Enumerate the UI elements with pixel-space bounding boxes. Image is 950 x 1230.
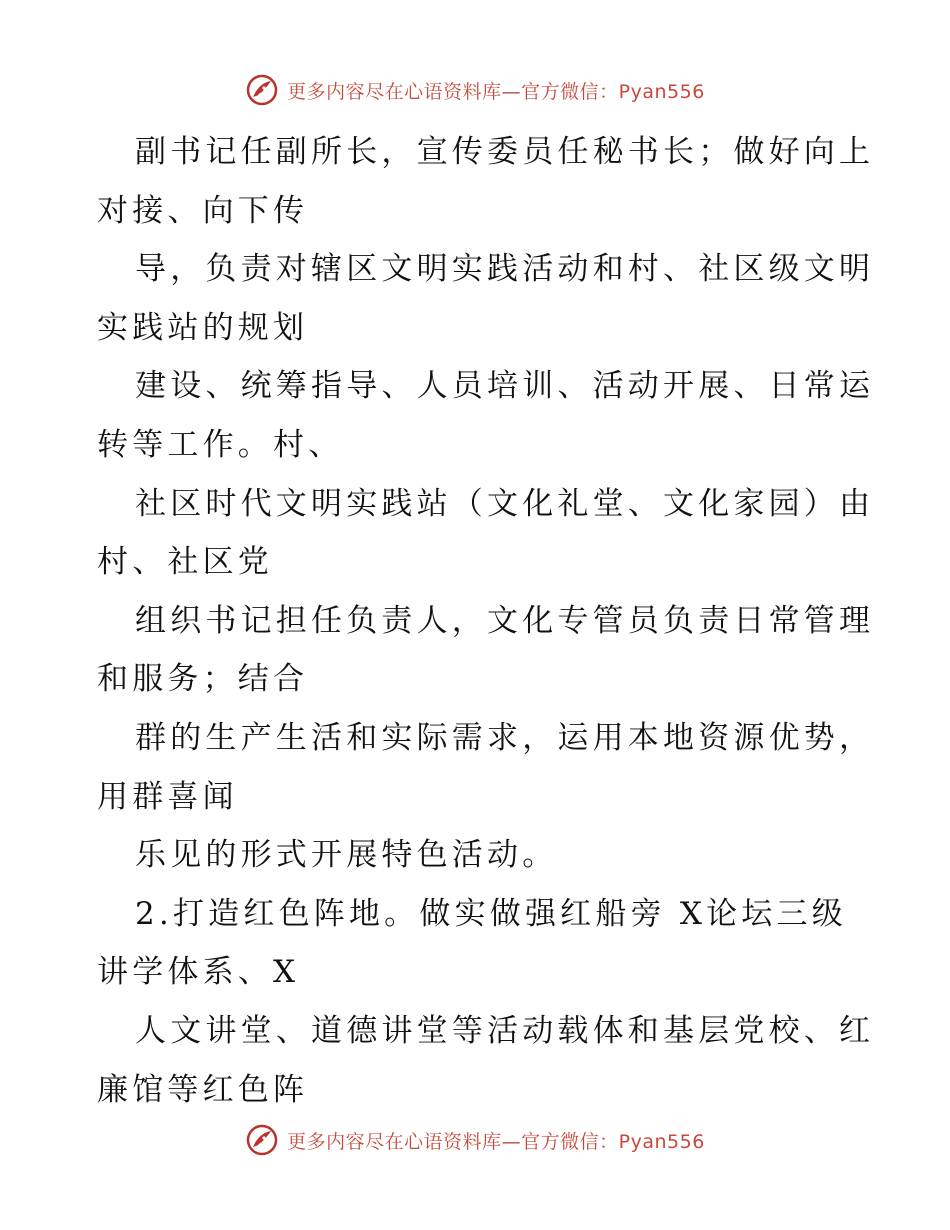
body-line: 实践站的规划 (97, 309, 309, 346)
header-wechat-text: 官方微信：Pyan556 (521, 80, 705, 103)
body-line: 建设、统筹指导、人员培训、活动开展、日常运 (135, 368, 875, 405)
pen-nib-logo-icon (245, 1123, 279, 1157)
body-line: 副书记任副所长，宣传委员任秘书长；做好向上 (135, 134, 875, 170)
body-line: 乐见的形式开展特色活动。 (135, 837, 558, 874)
body-line: 村、社区党 (97, 544, 273, 581)
body-line: 和服务；结合 (97, 661, 309, 698)
body-line: 讲学体系、X (97, 954, 300, 991)
footer-wechat-text: 官方微信：Pyan556 (521, 1130, 705, 1153)
footer-separator: — (501, 1130, 522, 1153)
body-line: 群的生产生活和实际需求，运用本地资源优势， (135, 719, 875, 756)
body-line: 对接、向下传 (97, 192, 309, 229)
body-line: 组织书记担任负责人，文化专管员负责日常管理 (135, 602, 875, 639)
body-line: 导，负责对辖区文明实践活动和村、社区级文明 (135, 251, 875, 288)
header-library-text: 更多内容尽在心语资料库 (287, 80, 502, 103)
header-banner-text (287, 77, 705, 104)
footer-banner-text (287, 1127, 705, 1154)
body-line: 转等工作。村、 (97, 426, 344, 463)
pen-nib-logo-icon (245, 73, 279, 107)
body-line: 廉馆等红色阵 (97, 1071, 309, 1108)
body-line: 用群喜闻 (97, 778, 238, 815)
body-line: 人文讲堂、道德讲堂等活动载体和基层党校、红 (135, 1012, 875, 1049)
header-separator: — (501, 80, 522, 103)
footer-library-text: 更多内容尽在心语资料库 (287, 1130, 502, 1153)
document-body (97, 123, 875, 1119)
footer-banner (0, 1120, 950, 1160)
header-banner (0, 70, 950, 110)
body-line: 社区时代文明实践站（文化礼堂、文化家园）由 (135, 485, 875, 522)
body-line: 2.打造红色阵地。做实做强红船旁 X论坛三级 (135, 895, 847, 932)
